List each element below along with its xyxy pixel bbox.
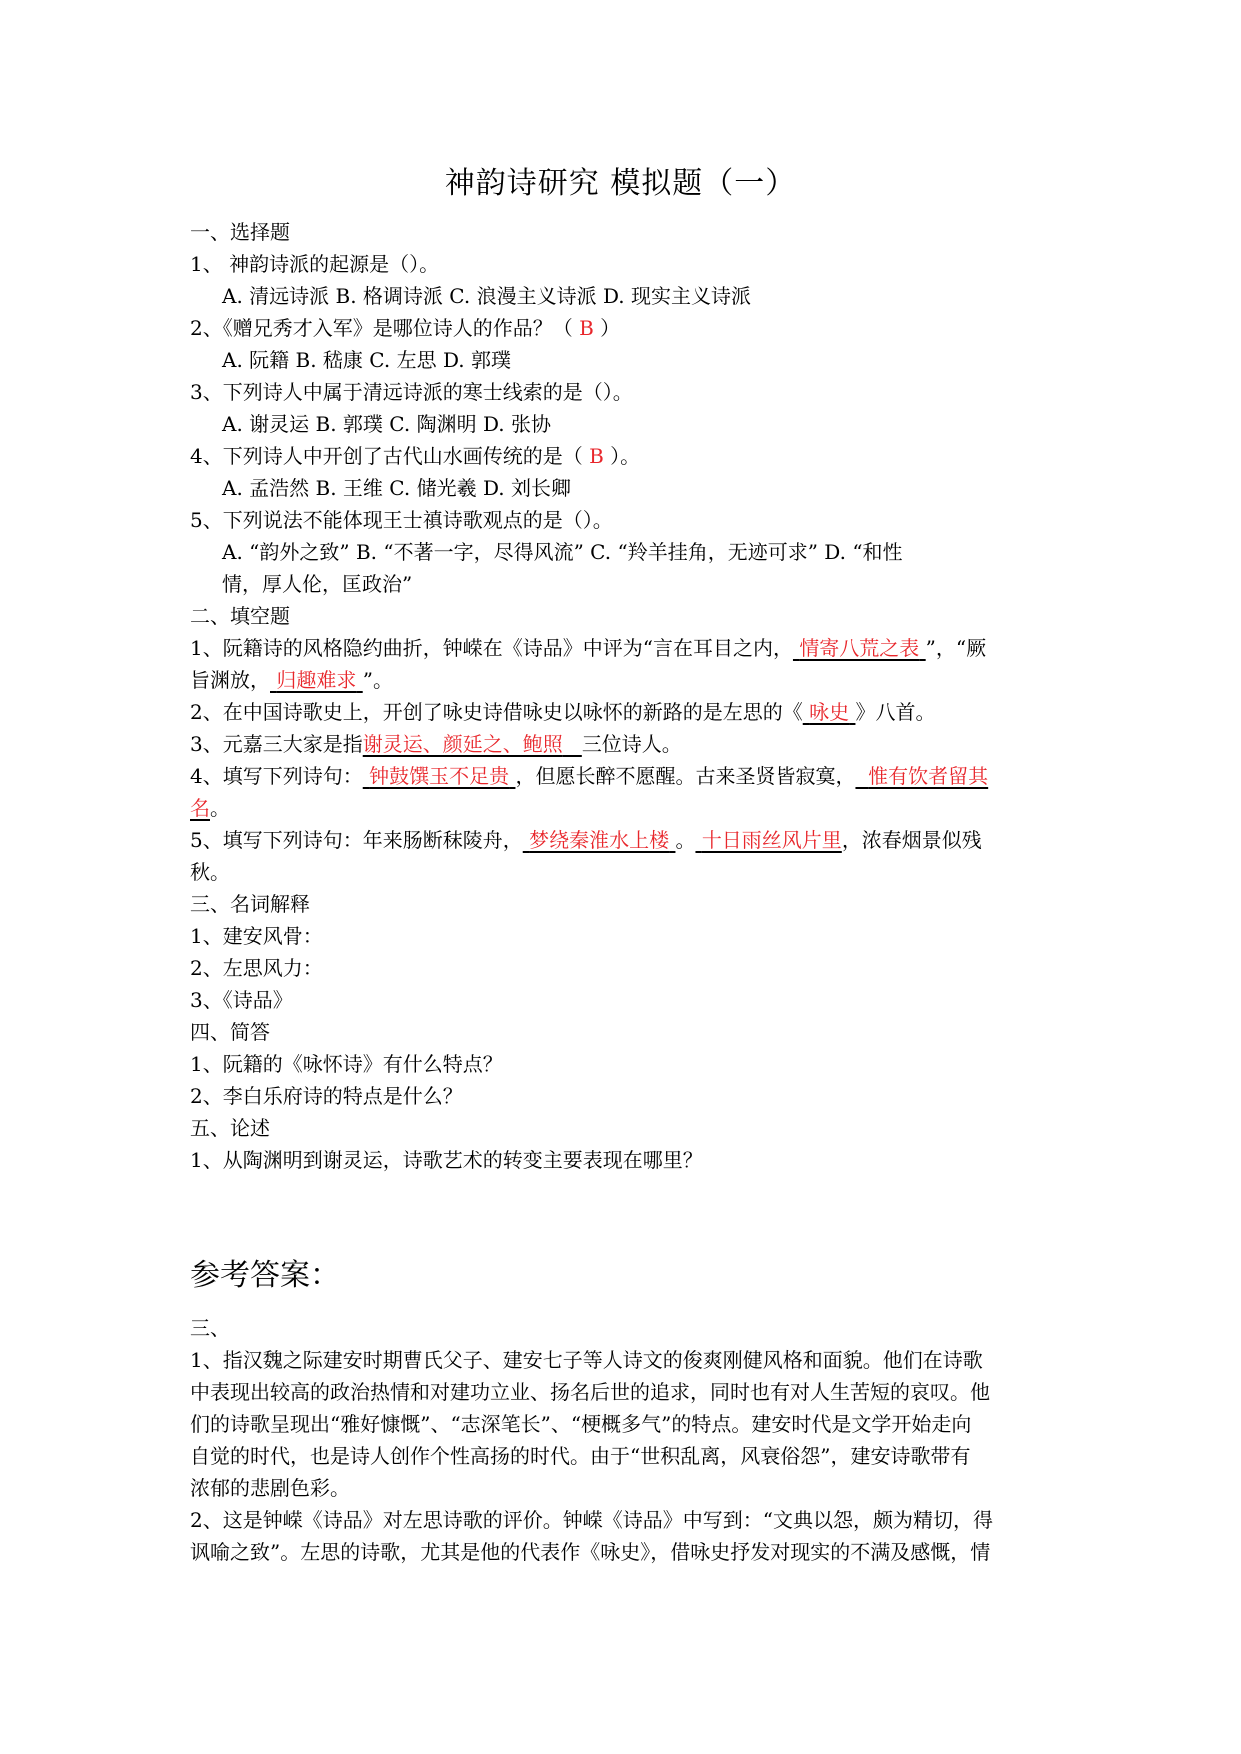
term-1: 1、建安风骨：	[190, 924, 323, 948]
section-heading-choice: 一、选择题	[190, 220, 290, 244]
answer-line: 2、这是钟嵘《诗品》对左思诗歌的评价。钟嵘《诗品》中写到：“文典以怨，颇为精切，得	[190, 1508, 993, 1532]
fill-1-text-3: 旨渊放，	[190, 668, 270, 692]
question-1-options: A. 清远诗派 B. 格调诗派 C. 浪漫主义诗派 D. 现实主义诗派	[222, 284, 751, 308]
fill-1-answer-1: 情寄八荒之表	[799, 636, 920, 660]
section-heading-terms: 三、名词解释	[190, 892, 310, 916]
question-2	[190, 312, 1066, 344]
question-2-text: 2、《赠兄秀才入军》是哪位诗人的作品？（	[190, 316, 580, 340]
question-4-close: ）。	[603, 444, 641, 468]
short-question-1: 1、阮籍的《咏怀诗》有什么特点？	[190, 1052, 503, 1076]
fill-5-text-3: ，浓春烟景似残	[841, 828, 982, 852]
fill-1-text: 1、阮籍诗的风格隐约曲折，钟嵘在《诗品》中评为“言在耳目之内，	[190, 636, 793, 660]
fill-5	[190, 824, 1066, 856]
fill-4	[190, 760, 1066, 792]
question-4-options: A. 孟浩然 B. 王维 C. 储光羲 D. 刘长卿	[222, 476, 571, 500]
fill-2-text-2: 》八首。	[855, 700, 936, 724]
question-5-options-cont: 情，厚人伦，匡政治”	[222, 572, 413, 596]
fill-1-answer-2: 归趣难求	[276, 668, 357, 692]
question-3: 3、下列诗人中属于清远诗派的寒士线索的是（）。	[190, 380, 633, 404]
fill-2-blank	[803, 700, 856, 724]
fill-4-answer-2: 惟有饮者留其	[868, 764, 989, 788]
fill-3-blank	[363, 732, 582, 756]
question-4	[190, 440, 1066, 472]
question-4-text: 4、下列诗人中开创了古代山水画传统的是（	[190, 444, 590, 468]
fill-2-text: 2、在中国诗歌史上，开创了咏史诗借咏史以咏怀的新路的是左思的《	[190, 700, 803, 724]
answer-line: 自觉的时代，也是诗人创作个性高扬的时代。由于“世积乱离，风衰俗怨”，建安诗歌带有	[190, 1444, 971, 1468]
fill-3-answer: 谢灵运、颜延之、鲍照	[362, 732, 563, 756]
fill-4-text: 4、填写下列诗句：	[190, 764, 363, 788]
fill-1-text-4: ”。	[362, 668, 393, 692]
fill-1-blank-1	[793, 636, 926, 660]
question-2-options: A. 阮籍 B. 嵇康 C. 左思 D. 郭璞	[222, 348, 511, 372]
question-5: 5、下列说法不能体现王士禛诗歌观点的是（）。	[190, 508, 613, 532]
fill-1-blank-2	[270, 668, 363, 692]
fill-3-text: 3、元嘉三大家是指	[190, 732, 363, 756]
question-3-options: A. 谢灵运 B. 郭璞 C. 陶渊明 D. 张协	[222, 412, 551, 436]
answers-subheading: 三、	[190, 1316, 230, 1340]
fill-4-text-2: ，但愿长醉不愿醒。古来圣贤皆寂寞，	[515, 764, 856, 788]
question-4-answer: B	[589, 444, 604, 468]
fill-5-blank-2	[695, 828, 841, 852]
fill-1-cont	[190, 664, 1066, 696]
answer-line: 讽喻之致”。左思的诗歌，尤其是他的代表作《咏史》，借咏史抒发对现实的不满及感慨，情	[190, 1540, 991, 1564]
fill-4-blank-1	[363, 764, 516, 788]
answer-line: 浓郁的悲剧色彩。	[190, 1476, 350, 1500]
fill-1	[190, 632, 1066, 664]
fill-4-text-3: 。	[210, 796, 230, 820]
fill-2	[190, 696, 1066, 728]
fill-4-answer-2-cont: 名	[190, 796, 210, 820]
short-question-2: 2、李白乐府诗的特点是什么？	[190, 1084, 463, 1108]
fill-5-answer-2: 十日雨丝风片里	[701, 828, 842, 852]
fill-4-answer-1: 钟鼓馔玉不足贵	[369, 764, 510, 788]
fill-5-blank-1	[523, 828, 676, 852]
fill-5-answer-1: 梦绕秦淮水上楼	[529, 828, 670, 852]
question-1: 1、 神韵诗派的起源是（）。	[190, 252, 440, 276]
essay-question-1: 1、从陶渊明到谢灵运，诗歌艺术的转变主要表现在哪里？	[190, 1148, 703, 1172]
answer-line: 中表现出较高的政治热情和对建功立业、扬名后世的追求，同时也有对人生苦短的哀叹。他	[190, 1380, 990, 1404]
section-heading-fill: 二、填空题	[190, 604, 290, 628]
question-2-close: ）	[593, 316, 621, 340]
fill-2-answer: 咏史	[809, 700, 850, 724]
answer-line: 1、指汉魏之际建安时期曹氏父子、建安七子等人诗文的俊爽刚健风格和面貌。他们在诗歌	[190, 1348, 983, 1372]
answers-heading: 参考答案：	[190, 1258, 340, 1293]
question-2-answer: B	[579, 316, 594, 340]
fill-3	[190, 728, 1066, 760]
fill-3-text-2: 三位诗人。	[581, 732, 682, 756]
term-2: 2、左思风力：	[190, 956, 323, 980]
question-5-options: A. “韵外之致” B. “不著一字，尽得风流” C. “羚羊挂角，无迹可求” D. “和性	[222, 540, 903, 564]
answer-line: 们的诗歌呈现出“雅好慷慨”、“志深笔长”、“梗概多气”的特点。建安时代是文学开始走向	[190, 1412, 972, 1436]
fill-5-cont: 秋。	[190, 860, 230, 884]
fill-1-text-2: ”，“厥	[925, 636, 987, 660]
fill-5-text-2: 。	[675, 828, 696, 852]
page-title: 神韵诗研究 模拟题（一）	[444, 166, 797, 201]
section-heading-essay: 五、论述	[190, 1116, 270, 1140]
term-3: 3、《诗品》	[190, 988, 293, 1012]
fill-4-blank-2	[855, 764, 988, 788]
fill-5-text: 5、填写下列诗句：年来肠断秣陵舟，	[190, 828, 523, 852]
section-heading-short: 四、简答	[190, 1020, 270, 1044]
fill-4-cont	[190, 792, 1066, 824]
